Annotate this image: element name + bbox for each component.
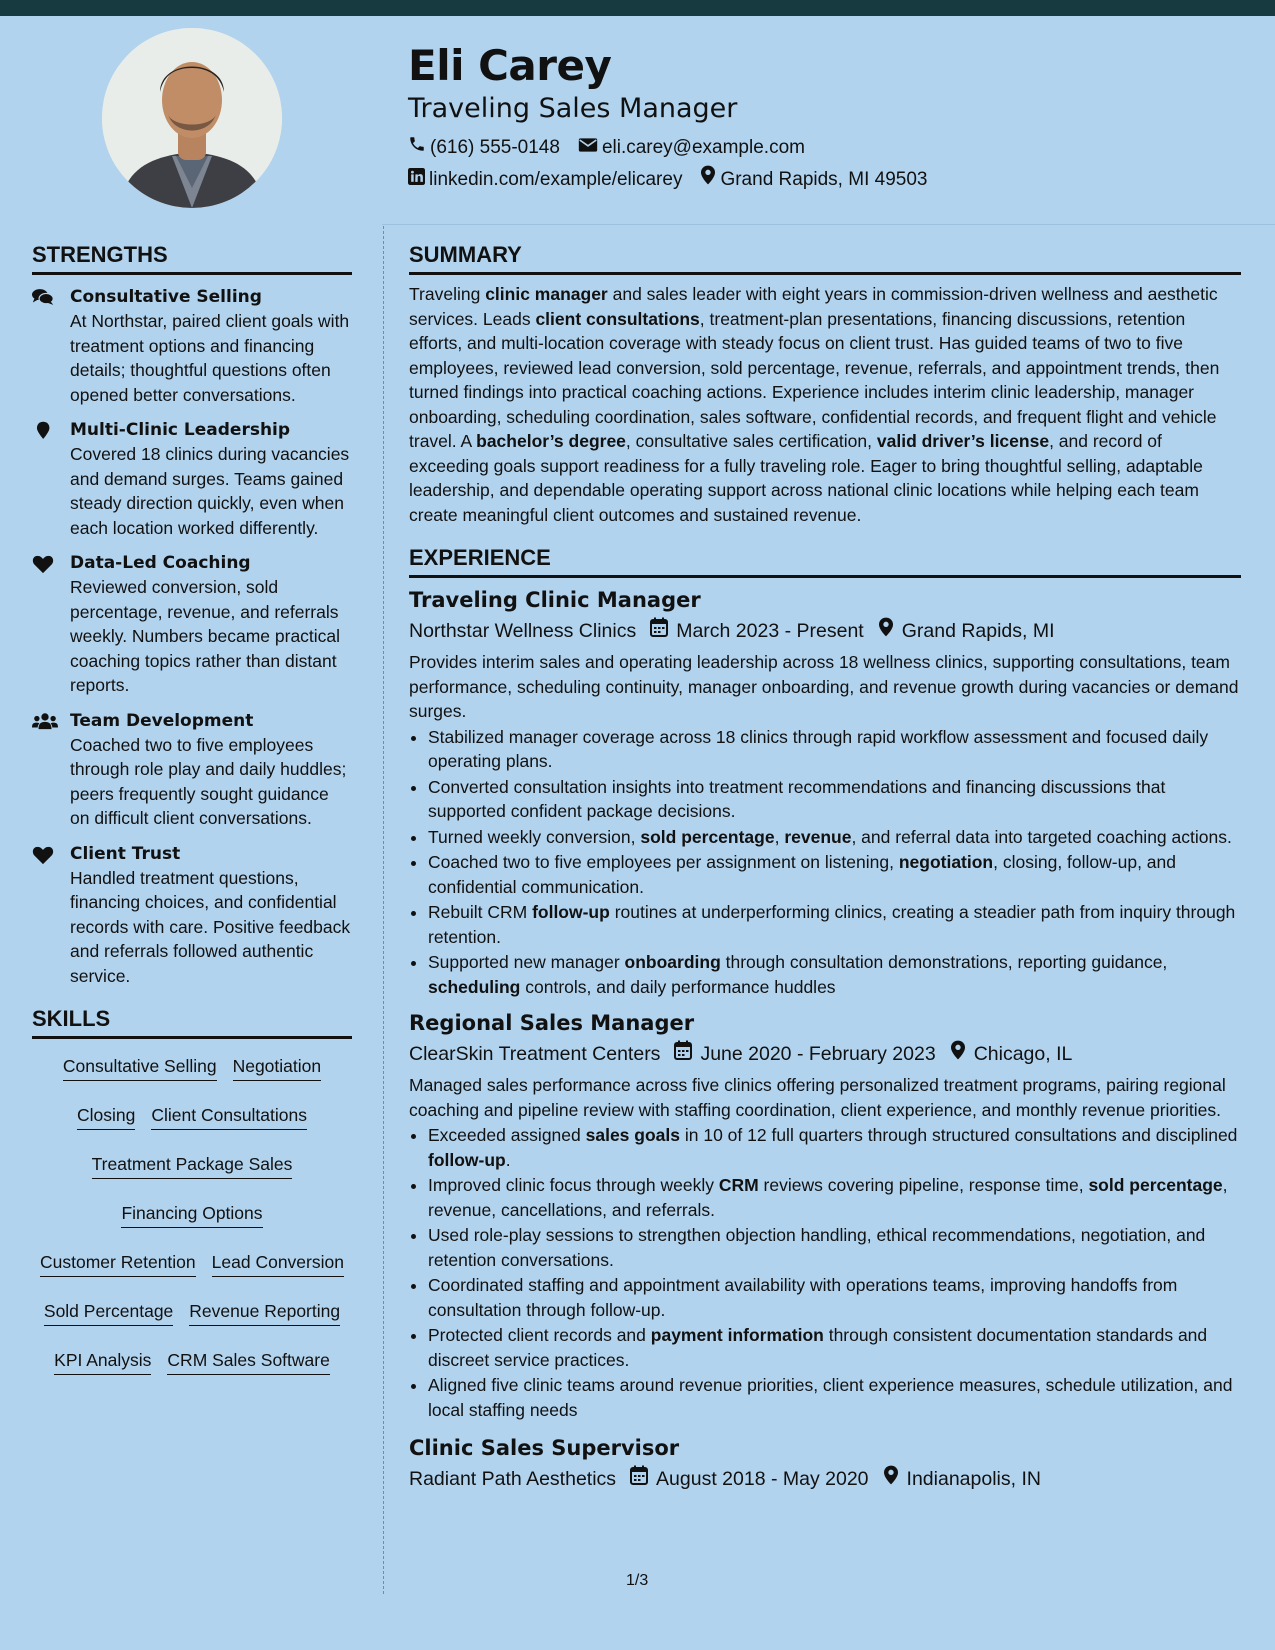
job-bullet <box>428 1373 1241 1422</box>
map-pin-icon <box>950 1039 974 1069</box>
job-description: Provides interim sales and operating leadership across 18 wellness clinics, supporting consultations, team performance, scheduling continuity, manager onboarding, and revenue growth during vacancies or demand surges. <box>409 652 1239 721</box>
job-location: Chicago, IL <box>973 1043 1073 1065</box>
text-run: Aligned five clinic teams around revenue priorities, client experience measures, schedule utilization, and local staffing needs <box>428 1375 1233 1420</box>
top-bar <box>0 0 1275 16</box>
job-entry <box>409 586 1241 999</box>
job-bullet <box>428 825 1241 850</box>
text-run: Supported new manager <box>428 952 625 972</box>
job-dates-wrap <box>630 1464 868 1494</box>
envelope-icon <box>578 132 602 164</box>
bold-text: bachelor’s degree <box>476 431 626 451</box>
phone-text: (616) 555-0148 <box>430 137 560 158</box>
text-run: Protected client records and <box>428 1325 651 1345</box>
strength-item <box>32 551 352 698</box>
bold-text: sales goals <box>585 1125 680 1145</box>
skills-heading: SKILLS <box>32 1004 352 1039</box>
page-number: 1/3 <box>626 1572 649 1589</box>
bold-text: scheduling <box>428 976 521 997</box>
job-bullets <box>409 725 1241 1000</box>
job-bullet <box>428 1223 1241 1272</box>
skill-tag: Customer Retention <box>40 1251 196 1277</box>
skill-tag: Revenue Reporting <box>189 1300 340 1326</box>
column-divider <box>383 226 384 1594</box>
strength-item <box>32 709 352 831</box>
job-bullet <box>428 1123 1241 1172</box>
text-run: , <box>774 826 785 847</box>
bold-text: clinic manager <box>485 284 608 304</box>
profile-photo <box>102 28 282 208</box>
skill-tag: Lead Conversion <box>212 1251 344 1277</box>
bold-text: onboarding <box>624 952 721 972</box>
strength-desc: Reviewed conversion, sold percentage, revenue, and referrals weekly. Numbers became practical coaching topics rather than distant reports. <box>70 577 341 695</box>
strength-desc: Covered 18 clinics during vacancies and demand surges. Teams gained steady direction quickly, even when each location worked differently. <box>70 444 350 538</box>
map-pin-icon <box>32 418 70 540</box>
job-title: Regional Sales Manager <box>409 1011 695 1035</box>
skill-tag: Negotiation <box>233 1055 322 1081</box>
linkedin-text[interactable]: linkedin.com/example/elicarey <box>429 169 683 190</box>
left-column <box>32 240 352 1398</box>
location-text: Grand Rapids, MI 49503 <box>720 169 928 190</box>
job-location-wrap <box>883 1464 1041 1494</box>
strength-name: Multi-Clinic Leadership <box>70 420 291 440</box>
skill-tag: Sold Percentage <box>44 1300 173 1326</box>
text-run: Coached two to five employees per assignment on listening, <box>428 852 899 872</box>
text-run: Improved clinic focus through weekly <box>428 1175 719 1195</box>
job-bullet <box>428 775 1241 824</box>
job-bullet <box>428 1173 1241 1222</box>
job-dates-wrap <box>650 616 864 646</box>
strength-item <box>32 418 352 540</box>
strengths-heading: STRENGTHS <box>32 240 352 275</box>
job-entry <box>409 1434 1241 1494</box>
users-icon <box>32 709 70 831</box>
right-column <box>409 240 1241 1494</box>
job-company: Northstar Wellness Clinics <box>409 620 637 642</box>
skill-tag: Consultative Selling <box>63 1055 217 1081</box>
text-run: reviews covering pipeline, response time, <box>758 1175 1089 1195</box>
strengths-list <box>32 285 352 988</box>
bold-text: sold percentage <box>640 826 775 847</box>
heart-icon <box>32 842 70 989</box>
map-pin-icon <box>878 616 902 646</box>
linkedin-icon <box>408 164 429 196</box>
text-run: , consultative sales certification, <box>625 431 877 451</box>
calendar-icon <box>650 616 676 646</box>
contact-row-1 <box>408 132 1248 164</box>
phone-icon <box>408 132 430 164</box>
bold-text: negotiation <box>898 852 994 872</box>
job-description: Managed sales performance across five clinics offering personalized treatment programs, pairing regional coaching and pipeline review with staffing coordination, client experience, and monthly revenue priorities. <box>409 1075 1226 1120</box>
strength-item <box>32 842 352 989</box>
text-run: through consistent documentation standards and discreet service practices. <box>428 1325 1208 1370</box>
job-location: Grand Rapids, MI <box>901 620 1055 642</box>
skill-tag: Client Consultations <box>151 1104 307 1130</box>
strength-desc: At Northstar, paired client goals with treatment options and financing details; thoughtful questions often opened better conversations. <box>70 311 350 405</box>
job-location-wrap <box>950 1039 1073 1069</box>
job-title: Traveling Clinic Manager <box>409 588 701 612</box>
strength-name: Client Trust <box>70 843 181 864</box>
job-bullet <box>428 900 1241 949</box>
bold-text: client consultations <box>535 308 700 329</box>
text-run: Used role-play sessions to strengthen objection handling, ethical recommendations, negotiation, and retention conversations. <box>428 1225 1206 1270</box>
bold-text: sold percentage <box>1088 1175 1223 1195</box>
text-run: , and record of exceeding goals support readiness for a fully traveling role. Eager to bring thoughtful selling, adaptable leadership, and dependable operating support across national clinic locations while helping each team create meaningful client outcomes and sustained revenue. <box>409 431 1203 525</box>
text-run: , and referral data into targeted coaching actions. <box>851 826 1232 847</box>
job-meta <box>409 616 1241 646</box>
text-run: , treatment-plan presentations, financing discussions, retention efforts, and multi-location coverage with steady focus on client trust. Has guided teams of two to five employees, reviewed lead conversion, sold percentage, revenue, referrals, and appointment trends, then turned findings into practical coaching actions. Experience includes interim clinic leadership, manager onboarding, scheduling coordination, sales software, confidential records, and frequent flight and vehicle travel. A <box>409 308 1220 451</box>
job-dates: August 2018 - May 2020 <box>656 1468 869 1490</box>
job-bullet <box>428 1273 1241 1322</box>
text-run: Coordinated staffing and appointment availability with operations teams, improving handoffs from consultation through follow-up. <box>428 1275 1178 1320</box>
bold-text: follow-up <box>532 902 610 922</box>
resume-header <box>408 40 1248 196</box>
strength-item <box>32 285 352 407</box>
header-divider <box>382 224 1275 225</box>
job-dates: March 2023 - Present <box>676 620 864 642</box>
text-run: through consultation demonstrations, reporting guidance, <box>720 952 1168 972</box>
linkedin-contact[interactable] <box>408 164 682 196</box>
candidate-title: Traveling Sales Manager <box>408 93 738 124</box>
job-bullet <box>428 725 1241 774</box>
job-bullet <box>428 1323 1241 1372</box>
contact-row-2 <box>408 164 1248 196</box>
text-run: routines at underperforming clinics, creating a steadier path from inquiry through retention. <box>428 902 1236 947</box>
strength-name: Data-Led Coaching <box>70 553 251 573</box>
text-run: , revenue, cancellations, and referrals. <box>428 1175 1228 1220</box>
job-entry <box>409 1009 1241 1422</box>
text-run: in 10 of 12 full quarters through structured consultations and disciplined <box>680 1125 1238 1145</box>
map-pin-icon <box>883 1464 907 1494</box>
bold-text: revenue <box>784 826 852 847</box>
text-run: Traveling <box>409 284 486 304</box>
job-title: Clinic Sales Supervisor <box>409 1436 680 1460</box>
skill-tag: KPI Analysis <box>54 1349 151 1375</box>
bold-text: follow-up <box>428 1149 506 1170</box>
text-run: Exceeded assigned <box>428 1125 586 1145</box>
job-dates: June 2020 - February 2023 <box>700 1043 936 1065</box>
calendar-icon <box>674 1039 700 1069</box>
skills-list <box>32 1055 352 1398</box>
strength-desc: Handled treatment questions, financing choices, and confidential records with care. Positive feedback and referrals followed authentic service. <box>70 867 351 986</box>
strength-desc: Coached two to five employees through role play and daily huddles; peers frequently sought guidance on difficult client conversations. <box>70 734 347 828</box>
job-bullets <box>409 1123 1241 1422</box>
job-dates-wrap <box>674 1039 935 1069</box>
experience-heading: EXPERIENCE <box>409 543 1241 578</box>
text-run: , closing, follow-up, and confidential communication. <box>428 852 1177 897</box>
skill-tag: Treatment Package Sales <box>92 1153 293 1179</box>
email-contact[interactable] <box>578 132 805 164</box>
text-run: and sales leader with eight years in commission-driven wellness and aesthetic services. Leads <box>409 284 1218 329</box>
candidate-name: Eli Carey <box>408 41 612 90</box>
job-location: Indianapolis, IN <box>906 1468 1041 1490</box>
comments-icon <box>32 285 70 407</box>
map-pin-icon <box>700 164 720 196</box>
text-run: controls, and daily performance huddles <box>520 976 836 997</box>
text-run: Stabilized manager coverage across 18 clinics through rapid workflow assessment and focused daily operating plans. <box>428 726 1209 771</box>
calendar-icon <box>630 1464 656 1494</box>
skill-tag: Financing Options <box>121 1202 262 1228</box>
job-bullet <box>428 850 1241 899</box>
job-meta <box>409 1039 1241 1069</box>
text-run: Turned weekly conversion, <box>428 826 641 847</box>
text-run: Rebuilt CRM <box>428 902 533 922</box>
job-company: ClearSkin Treatment Centers <box>409 1043 661 1065</box>
summary-text <box>409 282 1241 527</box>
job-meta <box>409 1464 1241 1494</box>
heart-icon <box>32 551 70 698</box>
phone-contact <box>408 132 560 164</box>
job-location-wrap <box>878 616 1055 646</box>
summary-heading: SUMMARY <box>409 240 1241 275</box>
text-run: . <box>505 1149 511 1170</box>
strength-name: Consultative Selling <box>70 287 262 307</box>
bold-text: valid driver’s license <box>876 431 1050 451</box>
skill-tag: CRM Sales Software <box>167 1349 329 1375</box>
text-run: Converted consultation insights into treatment recommendations and financing discussions that supported confident package decisions. <box>428 776 1166 821</box>
skill-tag: Closing <box>77 1104 135 1130</box>
bold-text: CRM <box>718 1175 759 1195</box>
job-company: Radiant Path Aesthetics <box>409 1468 617 1490</box>
email-text[interactable]: eli.carey@example.com <box>601 137 805 158</box>
location-contact <box>700 164 927 196</box>
bold-text: payment information <box>650 1325 824 1345</box>
strength-name: Team Development <box>70 710 254 731</box>
job-bullet <box>428 950 1241 999</box>
